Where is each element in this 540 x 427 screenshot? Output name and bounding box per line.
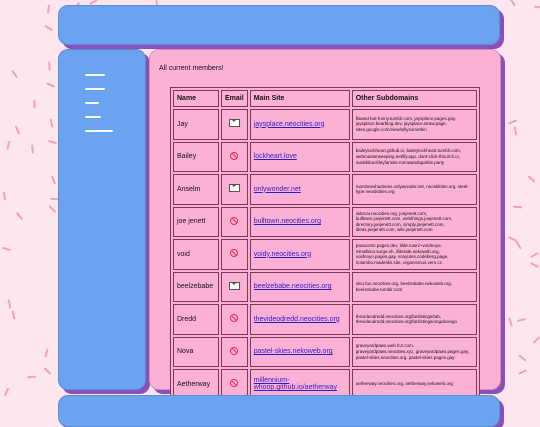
sprinkle bbox=[15, 126, 21, 135]
no-entry-icon bbox=[230, 347, 238, 355]
member-other-subdomains: thevideodredd.neocities.org/fanlistings/tab, thevideodredd.neocities.org/fanlistings/ongoboingo bbox=[352, 304, 477, 335]
sprinkle bbox=[48, 140, 57, 144]
member-main-site-cell bbox=[250, 207, 350, 238]
mail-icon[interactable] bbox=[229, 119, 240, 127]
sprinkle bbox=[44, 367, 52, 375]
sprinkle bbox=[16, 212, 23, 220]
sprinkle bbox=[6, 140, 10, 149]
sprinkle bbox=[533, 336, 540, 344]
member-other-subdomains: paracosm.pages.dev, tilde.town/~voidnoyo, minalbino.surge.sh, illiterate.nekoweb.org, voidnoyo.pages.gay, vonyutes.codeberg.page, nolambo.madeitks.site, organismus.vern.cc bbox=[352, 239, 477, 270]
sidebar-link-4[interactable] bbox=[85, 116, 101, 118]
intro-text: All current members! bbox=[159, 65, 224, 72]
main-site-link[interactable]: beelzebabe.neocities.org bbox=[253, 283, 332, 291]
sprinkle bbox=[50, 118, 54, 127]
mail-icon[interactable] bbox=[229, 184, 240, 192]
member-main-site-cell bbox=[250, 272, 350, 303]
sidebar-link-5[interactable] bbox=[85, 130, 113, 132]
main-site-link[interactable]: jaysplace.neocities.org bbox=[253, 120, 325, 128]
member-main-site-cell bbox=[250, 174, 350, 205]
sprinkle bbox=[46, 82, 55, 87]
members-table-body bbox=[173, 109, 477, 400]
sidebar-link-2[interactable] bbox=[85, 88, 105, 90]
member-email-cell bbox=[221, 174, 248, 205]
sprinkle bbox=[530, 262, 539, 268]
footer-banner bbox=[58, 395, 500, 427]
members-table bbox=[170, 87, 480, 403]
column-header-main-site: Main Site bbox=[250, 90, 350, 107]
header-banner bbox=[58, 5, 500, 45]
member-email-cell bbox=[221, 239, 248, 270]
table-row bbox=[173, 207, 477, 238]
no-entry-icon bbox=[230, 249, 238, 257]
sprinkle bbox=[509, 0, 516, 6]
member-email-cell bbox=[221, 337, 248, 368]
sprinkle bbox=[514, 126, 518, 135]
sprinkle bbox=[530, 252, 539, 258]
member-name: Aetherway bbox=[173, 369, 219, 400]
no-entry-icon bbox=[230, 152, 238, 160]
mail-icon[interactable] bbox=[229, 282, 240, 290]
sprinkle bbox=[527, 175, 535, 183]
sprinkle bbox=[27, 376, 36, 379]
sprinkle bbox=[508, 317, 512, 326]
sprinkle bbox=[518, 369, 527, 375]
member-name: Nova bbox=[173, 337, 219, 368]
main-site-link[interactable]: bulltown.neocities.org bbox=[253, 218, 322, 226]
sprinkle bbox=[51, 175, 56, 184]
main-site-link[interactable]: millennium-whoop.github.io/aetherway bbox=[253, 377, 337, 392]
sidebar-nav bbox=[58, 49, 146, 390]
member-main-site-cell bbox=[250, 239, 350, 270]
no-entry-icon bbox=[230, 314, 238, 322]
member-other-subdomains: flawed-but-funny.tumblr.com, jaysplace.pages.gay, jaysplace.bearblog.dev, jaysplace.straw.page, sites.google.com/view/sillysomethin bbox=[352, 109, 477, 140]
member-name: joe jenett bbox=[173, 207, 219, 238]
sprinkle bbox=[513, 206, 522, 209]
no-entry-icon bbox=[230, 379, 238, 387]
main-site-link[interactable]: onlywonder.net bbox=[253, 185, 301, 193]
sprinkle bbox=[48, 61, 50, 70]
sprinkle bbox=[515, 241, 521, 250]
sprinkle bbox=[47, 4, 50, 13]
table-row bbox=[173, 304, 477, 335]
member-main-site-cell bbox=[250, 337, 350, 368]
no-entry-icon bbox=[230, 217, 238, 225]
member-main-site-cell bbox=[250, 142, 350, 173]
sprinkle bbox=[11, 70, 18, 78]
member-other-subdomains: mantimeshadness.onlywonder.net, neoskitties.org, steel-type.neoskitties.org bbox=[352, 174, 477, 205]
member-email-cell bbox=[221, 109, 248, 140]
member-email-cell bbox=[221, 142, 248, 173]
member-email-cell bbox=[221, 272, 248, 303]
sprinkle bbox=[4, 387, 9, 396]
sidebar-link-3[interactable] bbox=[85, 102, 99, 104]
member-other-subdomains: graveyardpaws.web.fc2.com, graveyardpaws.neocities.xyz, graveyardpaws.pages.gay, pastel-skies.neocities.org, pastel-skies.pages.gay bbox=[352, 337, 477, 368]
sprinkle bbox=[534, 6, 540, 9]
member-name: Bailey bbox=[173, 142, 219, 173]
member-other-subdomains: sino.fux.neocities.org, beelzebabe.nekoweb.org, beelzebabe.tumblr.com bbox=[352, 272, 477, 303]
member-main-site-cell bbox=[250, 109, 350, 140]
member-name: void bbox=[173, 239, 219, 270]
main-site-link[interactable]: thevideodredd.neocities.org bbox=[253, 315, 340, 323]
table-row bbox=[173, 272, 477, 303]
column-header-name: Name bbox=[173, 90, 219, 107]
sprinkle bbox=[44, 25, 53, 32]
main-site-link[interactable]: voidy.neocities.org bbox=[253, 250, 312, 258]
member-name: Anselm bbox=[173, 174, 219, 205]
member-other-subdomains: baileylockheart.github.io, baileylockheart.tumblr.com, webmasterweeping.netlify.app, dont-click-this.itch.io, maddsbuckleyfansite.meowandsparkle.party bbox=[352, 142, 477, 173]
column-header-other-subdomains: Other Subdomains bbox=[352, 90, 477, 107]
table-row bbox=[173, 109, 477, 140]
sprinkle bbox=[8, 299, 11, 308]
main-site-link[interactable]: pastel-skies.nekoweb.org bbox=[253, 348, 333, 356]
sprinkle bbox=[3, 191, 6, 200]
main-content bbox=[149, 49, 501, 390]
sprinkle bbox=[31, 144, 34, 153]
member-other-subdomains: sidecar.neocities.org, joejenett.com, bulltown.joejenett.com, webthings.joejenett.com, directory.joejenett.com, simply.joejenett.com, ideas.joejenett.com, wiki.joejenett.com bbox=[352, 207, 477, 238]
sprinkle bbox=[44, 348, 48, 357]
member-main-site-cell bbox=[250, 304, 350, 335]
table-row bbox=[173, 239, 477, 270]
sprinkle bbox=[2, 247, 11, 252]
column-header-email: Email bbox=[221, 90, 248, 107]
sprinkle bbox=[508, 119, 517, 124]
member-name: beelzebabe bbox=[173, 272, 219, 303]
sprinkle bbox=[49, 205, 57, 213]
table-row bbox=[173, 174, 477, 205]
sprinkle bbox=[33, 99, 35, 108]
table-row bbox=[173, 337, 477, 368]
member-name: Jay bbox=[173, 109, 219, 140]
member-email-cell bbox=[221, 207, 248, 238]
member-other-subdomains: aetherway.neocities.org, aetherway.nekoweb.org bbox=[352, 369, 477, 400]
sidebar-link-1[interactable] bbox=[85, 74, 105, 76]
sprinkle bbox=[508, 236, 517, 242]
table-header-row bbox=[173, 90, 477, 107]
member-email-cell bbox=[221, 304, 248, 335]
member-name: Dredd bbox=[173, 304, 219, 335]
table-row bbox=[173, 142, 477, 173]
sprinkle bbox=[517, 318, 526, 322]
main-site-link[interactable]: lockheart.love bbox=[253, 153, 297, 161]
sprinkle bbox=[518, 354, 526, 361]
sprinkle bbox=[12, 310, 16, 319]
